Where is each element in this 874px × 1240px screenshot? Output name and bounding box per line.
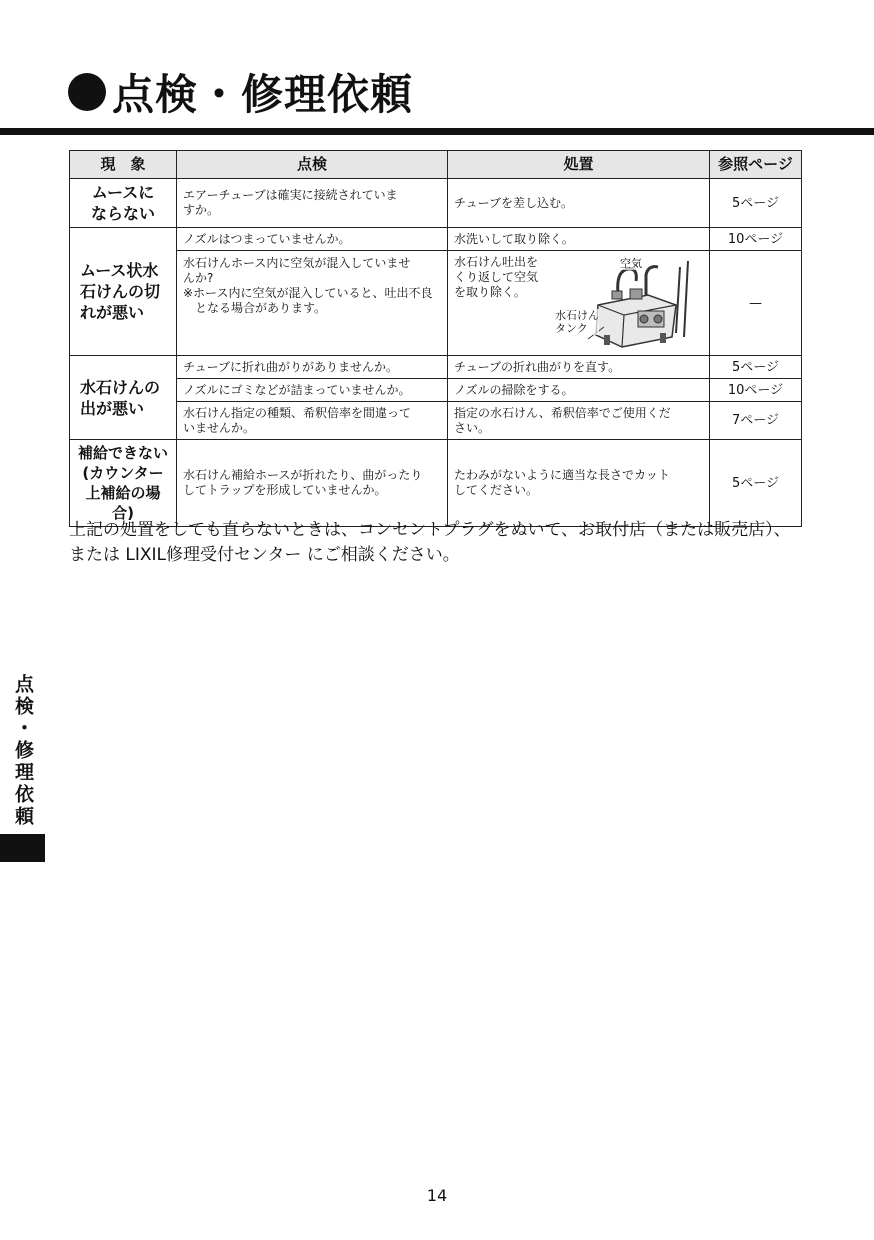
table-row — [70, 251, 802, 356]
page-title — [68, 62, 413, 122]
ref-cell: 10ページ — [710, 379, 802, 402]
symptom-cell: ムース状水 石けんの切 れが悪い — [70, 228, 177, 356]
remedy-cell — [448, 251, 710, 356]
check-cell: ノズルにゴミなどが詰まっていませんか。 — [177, 379, 448, 402]
page-number: 14 — [426, 1186, 448, 1205]
check-text: 水石けんホース内に空気が混入していませ んか? — [183, 256, 411, 285]
ref-cell: 7ページ — [710, 402, 802, 440]
header-symptom: 現 象 — [70, 151, 177, 179]
title-bullet-icon — [68, 73, 106, 111]
side-tab-label: 点検・修理依頼 — [12, 674, 34, 828]
check-note: ※ホース内に空気が混入していると、吐出不良となる場合があります。 — [183, 286, 433, 315]
ref-cell: — — [710, 251, 802, 356]
header-ref: 参照ページ — [710, 151, 802, 179]
table-row — [70, 379, 802, 402]
header-check: 点検 — [177, 151, 448, 179]
check-cell: エアーチューブは確実に接続されていま すか。 — [177, 179, 448, 228]
check-cell: ノズルはつまっていませんか。 — [177, 228, 448, 251]
remedy-text: 水石けん吐出を くり返して空気 を取り除く。 — [454, 255, 539, 299]
check-cell: チューブに折れ曲がりがありませんか。 — [177, 356, 448, 379]
troubleshooting-table — [69, 150, 802, 527]
symptom-cell: ムースに ならない — [70, 179, 177, 228]
ref-cell: 5ページ — [710, 179, 802, 228]
ref-cell: 10ページ — [710, 228, 802, 251]
table-row — [70, 440, 802, 527]
remedy-cell: チューブを差し込む。 — [448, 179, 710, 228]
side-tab-marker — [0, 834, 45, 862]
side-section-tab — [0, 674, 45, 862]
table-row — [70, 402, 802, 440]
check-cell: 水石けん補給ホースが折れたり、曲がったり してトラップを形成していませんか。 — [177, 440, 448, 527]
ref-cell: 5ページ — [710, 440, 802, 527]
header-remedy: 処置 — [448, 151, 710, 179]
figure-label-tank: 水石けん タンク — [555, 309, 599, 335]
page-title-text: 点検・修理依頼 — [112, 70, 414, 119]
table-row — [70, 179, 802, 228]
symptom-cell: 補給できない (カウンター 上補給の場合) — [70, 440, 177, 527]
remedy-cell: 水洗いして取り除く。 — [448, 228, 710, 251]
title-rule — [0, 128, 874, 135]
remedy-cell: チューブの折れ曲がりを直す。 — [448, 356, 710, 379]
remedy-cell: 指定の水石けん、希釈倍率でご使用くだ さい。 — [448, 402, 710, 440]
check-cell — [177, 251, 448, 356]
table-row — [70, 356, 802, 379]
remedy-cell: ノズルの掃除をする。 — [448, 379, 710, 402]
figure-label-air: 空気 — [620, 257, 642, 270]
check-cell: 水石けん指定の種類、希釈倍率を間違って いませんか。 — [177, 402, 448, 440]
symptom-cell: 水石けんの 出が悪い — [70, 356, 177, 440]
ref-cell: 5ページ — [710, 356, 802, 379]
table-header-row — [70, 151, 802, 179]
remedy-cell: たわみがないように適当な長さでカット してください。 — [448, 440, 710, 527]
footer-note: 上記の処置をしても直らないときは、コンセントプラグをぬいて、お取付店（または販売店）、 または LIXIL修理受付センター にご相談ください。 — [69, 520, 791, 565]
table-row — [70, 228, 802, 251]
